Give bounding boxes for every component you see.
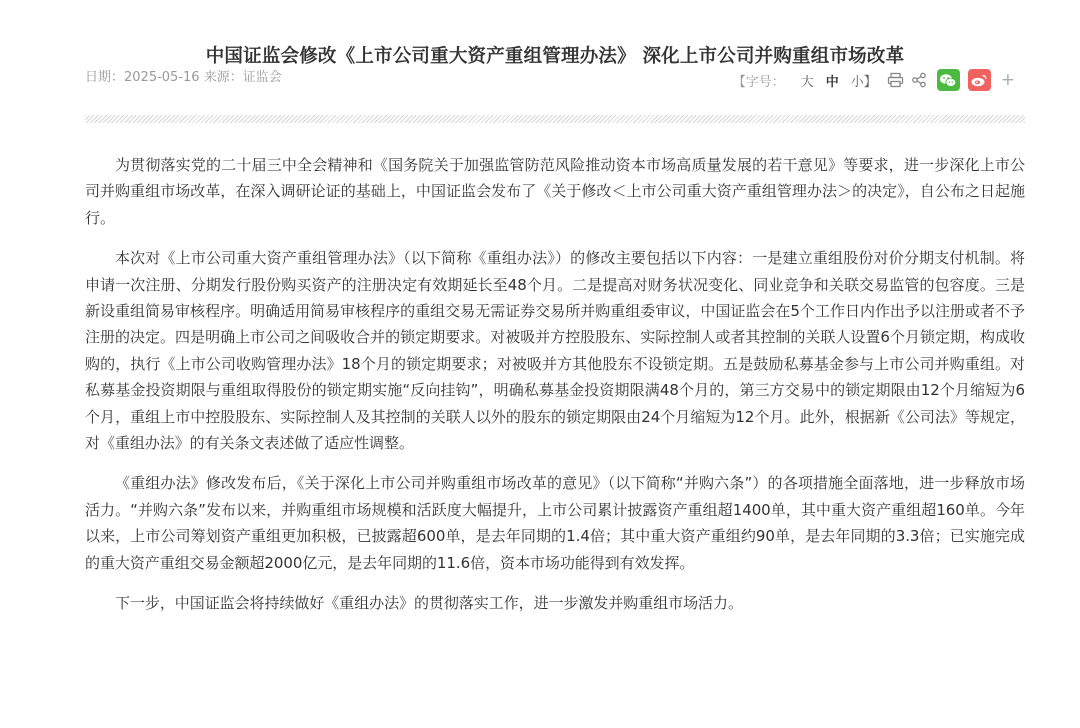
font-size-large-button[interactable]: 大 [800,74,814,90]
paragraph-2: 本次对《上市公司重大资产重组管理办法》（以下简称《重组办法》）的修改主要包括以下内容：一是建立重组股份对价分期支付机制。将申请一次注册、分期发行股份购买资产的注册决定有效期延长至48个月。二是提高对财务状况变化、同业竞争和关联交易监管的包容度。三是新设重组简易审核程序。明确适用简易审核程序的重组交易无需证券交易所并购重组委审议，中国证监会在5个工作日内作出予以注册或者不予注册的决定。四是明确上市公司之间吸收合并的锁定期要求。对被吸并方控股股东、实际控制人或者其控制的关联人设置6个月锁定期，构成收购的，执行《上市公司收购管理办法》18个月的锁定期要求；对被吸并方其他股东不设锁定期。五是鼓励私募基金参与上市公司并购重组。对私募基金投资期限与重组取得股份的锁定期实施“反向挂钩”，明确私募基金投资期限满48个月的，第三方交易中的锁定期限由12个月缩短为6个月，重组上市中控股股东、实际控制人及其控制的关联人以外的股东的锁定期限由24个月缩短为12个月。此外，根据新《公司法》等规定，对《重组办法》的有关条文表述做了适应性调整。 [85,249,1025,453]
weibo-icon [970,73,988,88]
print-icon[interactable] [886,70,906,90]
wechat-icon [939,73,957,88]
date-label: 日期： [85,70,125,85]
article-meta [85,68,282,88]
font-size-label: 【字号： [732,74,785,90]
more-share-button[interactable]: + [1000,70,1015,90]
article-page [85,0,1025,728]
meta-row [85,68,1025,92]
share-icon[interactable] [909,70,929,90]
article-body [85,152,1025,631]
paragraph-4: 下一步，中国证监会将持续做好《重组办法》的贯彻落实工作，进一步激发并购重组市场活力。 [115,594,743,613]
publish-date: 2025-05-16 [124,70,200,85]
paragraph-1: 为贯彻落实党的二十届三中全会精神和《国务院关于加强监管防范风险推动资本市场高质量发展的若干意见》等要求，进一步深化上市公司并购重组市场改革，在深入调研论证的基础上，中国证监会发布了《关于修改＜上市公司重大资产重组管理办法＞的决定》，自公布之日起施行。 [85,156,1025,227]
article-title: 中国证监会修改《上市公司重大资产重组管理办法》 深化上市公司并购重组市场改革 [205,46,905,67]
weibo-share-button[interactable] [968,69,991,91]
font-size-medium-button[interactable]: 中 [825,74,839,90]
paragraph-3: 《重组办法》修改发布后，《关于深化上市公司并购重组市场改革的意见》（以下简称“并购六条”）的各项措施全面落地，进一步释放市场活力。“并购六条”发布以来，并购重组市场规模和活跃度大幅提升，上市公司累计披露资产重组超1400单，其中重大资产重组超160单。今年以来，上市公司筹划资产重组更加积极，已披露超600单，是去年同期的1.4倍；其中重大资产重组约90单，是去年同期的3.3倍；已实施完成的重大资产重组交易金额超2000亿元，是去年同期的11.6倍，资本市场功能得到有效发挥。 [85,474,1025,572]
font-size-small-button[interactable]: 小】 [850,74,877,90]
source-name: 证监会 [242,70,282,85]
wechat-share-button[interactable] [937,69,960,91]
article-toolbar [733,68,1015,92]
header-divider [85,115,1025,123]
source-label: 来源： [199,70,243,85]
